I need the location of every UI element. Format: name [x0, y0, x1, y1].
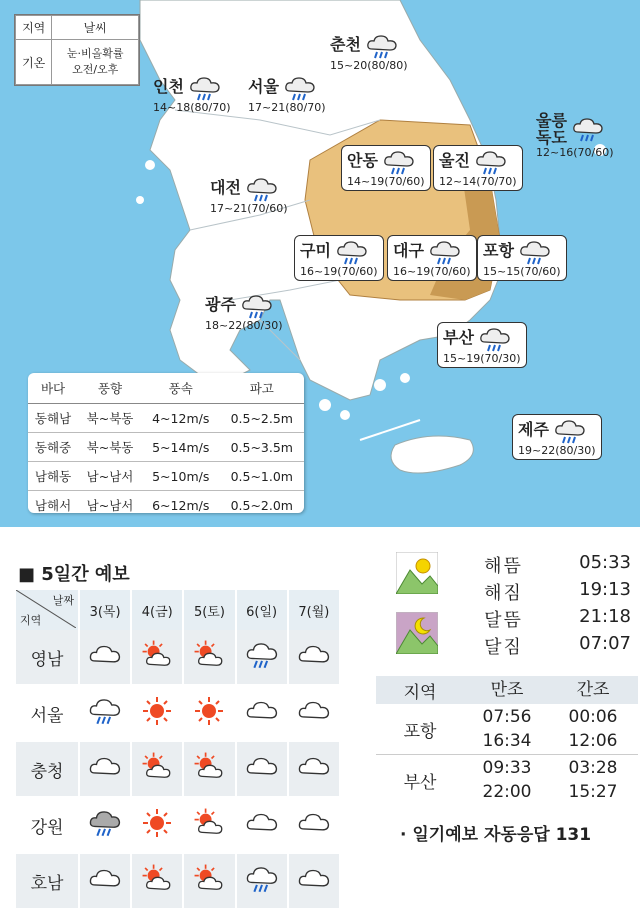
sea-header-sea: 바다 — [28, 373, 78, 404]
city-prob: (70/60) — [520, 264, 561, 278]
corner-date-label: 날짜 — [52, 594, 74, 607]
city-prob: (80/70) — [285, 100, 326, 114]
rain-icon — [79, 685, 131, 741]
city-prob: (70/60) — [430, 264, 471, 278]
cloud-icon — [79, 630, 131, 685]
city-name: 안동 — [347, 151, 378, 170]
city-name: 울진 — [439, 151, 470, 170]
sea-cell: 6~12m/s — [152, 497, 210, 513]
tide-header-low: 간조 — [576, 680, 610, 700]
sun-icon — [131, 797, 183, 853]
city-prob: (70/60) — [573, 146, 614, 159]
legend-ampm: 오전/오후 — [72, 63, 119, 77]
sea-cell: 북~북동 — [78, 404, 142, 433]
sun-moon-times — [396, 552, 636, 660]
city-name: 포항 — [483, 241, 514, 260]
city-temp: 19~22 — [518, 443, 556, 457]
sea-cell: 남해동 — [28, 462, 78, 491]
forecast-corner — [16, 590, 79, 630]
partly-sunny-icon — [131, 853, 183, 909]
city-prob: (80/70) — [190, 100, 231, 114]
sea-conditions-table — [28, 373, 304, 513]
rain-icon — [236, 630, 288, 685]
city-name: 광주 — [205, 295, 236, 314]
cloud-icon — [288, 741, 340, 797]
astro-time: 05:33 — [579, 552, 631, 573]
city-prob: (80/30) — [555, 443, 596, 457]
city-temp: 18~22 — [205, 318, 243, 332]
sunrise-icon — [396, 552, 438, 594]
city-name: 춘천 — [330, 35, 361, 54]
rain-icon — [554, 418, 586, 444]
city-daegu — [387, 235, 477, 281]
tide-time: 16:34 — [482, 731, 532, 751]
cloud-icon — [288, 853, 340, 909]
rain-icon — [246, 176, 278, 202]
astro-label: 달뜸 — [484, 610, 523, 631]
tide-row — [376, 704, 638, 755]
sun-icon — [131, 685, 183, 741]
tide-region: 포항 — [403, 721, 437, 742]
city-prob: (70/60) — [337, 264, 378, 278]
sea-row — [28, 462, 304, 491]
city-jeju — [512, 414, 602, 460]
rain-icon — [519, 239, 551, 265]
sea-cell: 0.5~2.0m — [230, 497, 293, 513]
city-name: 대전 — [210, 178, 241, 197]
sun-icon — [183, 685, 235, 741]
sea-cell: 남해서 — [34, 498, 72, 513]
tide-time: 00:06 — [568, 707, 618, 727]
tide-header-high: 만조 — [490, 680, 524, 700]
rain-icon — [241, 293, 273, 319]
sea-cell: 북~북동 — [78, 433, 142, 462]
sea-cell: 4~12m/s — [142, 404, 220, 433]
city-prob: (80/80) — [367, 58, 408, 72]
forecast-day: 4(금) — [131, 590, 183, 630]
sea-cell: 동해중 — [28, 433, 78, 462]
astro-time: 07:07 — [579, 633, 631, 654]
city-name: 서울 — [248, 77, 279, 96]
cloud-icon — [79, 741, 131, 797]
sea-cell: 남~남서 — [86, 498, 134, 513]
city-name: 울릉 독도 — [536, 111, 567, 147]
city-busan — [437, 322, 527, 368]
sea-row — [28, 404, 304, 433]
ars-phone-info: · 일기예보 자동응답 131 — [400, 825, 592, 845]
astro-label: 달짐 — [484, 637, 523, 658]
city-temp: 17~21 — [248, 100, 286, 114]
city-daejeon — [210, 175, 288, 215]
sea-cell: 5~10m/s — [142, 462, 220, 491]
forecast-region: 영남 — [16, 630, 79, 685]
rain-icon — [366, 33, 398, 59]
sea-cell: 0.5~3.5m — [220, 433, 304, 462]
cloud-icon — [288, 630, 340, 685]
astro-label: 해짐 — [484, 583, 523, 604]
corner-region-label: 지역 — [20, 614, 42, 627]
forecast-day: 3(목) — [79, 590, 131, 630]
forecast-region: 강원 — [16, 797, 79, 853]
sea-header-wave: 파고 — [220, 373, 304, 404]
city-name: 인천 — [153, 77, 184, 96]
rain-icon — [189, 75, 221, 101]
forecast-row — [16, 797, 340, 853]
forecast-day: 6(일) — [236, 590, 288, 630]
forecast-day: 7(월) — [288, 590, 340, 630]
legend-weather: 날씨 — [52, 16, 139, 40]
sea-cell: 5~14m/s — [142, 433, 220, 462]
cloud-icon — [236, 685, 288, 741]
moonrise-icon — [396, 612, 438, 654]
city-gumi — [294, 235, 384, 281]
city-prob: (70/30) — [480, 351, 521, 365]
legend-region: 지역 — [16, 16, 52, 40]
city-temp: 12~16 — [536, 146, 574, 159]
cloud-icon — [288, 685, 340, 741]
forecast-row — [16, 741, 340, 797]
square-bullet-icon: ■ — [18, 564, 42, 585]
tide-time: 03:28 — [568, 758, 618, 778]
city-temp: 16~19 — [393, 264, 431, 278]
rain-icon — [383, 149, 415, 175]
partly-sunny-icon — [183, 797, 235, 853]
city-temp: 14~18 — [153, 100, 191, 114]
city-prob: (70/70) — [476, 174, 517, 188]
sea-header-direction: 풍향 — [78, 373, 142, 404]
partly-sunny-icon — [131, 741, 183, 797]
forecast-title — [18, 560, 130, 586]
rain-icon — [572, 116, 604, 142]
city-temp: 16~19 — [300, 264, 338, 278]
tide-time: 12:06 — [568, 731, 618, 751]
city-pohang — [477, 235, 567, 281]
city-uljin — [433, 145, 523, 191]
city-prob: (80/30) — [242, 318, 283, 332]
rain-icon — [336, 239, 368, 265]
forecast-day: 5(토) — [183, 590, 235, 630]
legend-temp: 기온 — [16, 40, 52, 85]
sea-cell: 남~남서 — [78, 462, 142, 491]
tide-table — [376, 676, 638, 805]
forecast-table — [16, 590, 341, 910]
partly-sunny-icon — [183, 630, 235, 685]
city-andong — [341, 145, 431, 191]
rain-icon — [479, 326, 511, 352]
city-prob: (70/60) — [247, 201, 288, 215]
astro-time: 19:13 — [579, 579, 631, 600]
partly-sunny-icon — [183, 741, 235, 797]
astro-label: 해뜸 — [484, 556, 523, 577]
city-name: 부산 — [443, 328, 474, 347]
forecast-region: 서울 — [16, 685, 79, 741]
partly-sunny-icon — [131, 630, 183, 685]
cloud-icon — [236, 741, 288, 797]
city-temp: 17~21 — [210, 201, 248, 215]
rain-icon — [236, 853, 288, 909]
rain-icon — [284, 75, 316, 101]
city-chuncheon — [330, 32, 408, 72]
astro-time: 21:18 — [579, 606, 631, 627]
city-gwangju — [205, 292, 283, 332]
city-prob: (70/60) — [384, 174, 425, 188]
forecast-region: 호남 — [16, 853, 79, 909]
map-legend — [14, 14, 140, 86]
tide-time: 07:56 — [482, 707, 532, 727]
sea-cell: 동해남 — [28, 404, 78, 433]
forecast-row — [16, 853, 340, 909]
sea-row — [28, 433, 304, 462]
forecast-region: 충청 — [16, 741, 79, 797]
city-temp: 14~19 — [347, 174, 385, 188]
cloud-icon — [288, 797, 340, 853]
city-temp: 12~14 — [439, 174, 477, 188]
tide-time: 22:00 — [482, 782, 532, 802]
city-ulleung — [536, 112, 614, 159]
rain-icon — [475, 149, 507, 175]
forecast-title-text: 5일간 예보 — [41, 564, 130, 585]
cloud-icon — [79, 853, 131, 909]
sea-row — [28, 491, 304, 520]
tide-time: 15:27 — [568, 782, 618, 802]
forecast-row — [16, 630, 340, 685]
sea-header-speed: 풍속 — [142, 373, 220, 404]
city-temp: 15~19 — [443, 351, 481, 365]
tide-region: 부산 — [403, 772, 437, 793]
legend-precip: 눈·비올확률 — [66, 47, 124, 61]
city-incheon — [153, 74, 231, 114]
sea-cell: 0.5~1.0m — [220, 462, 304, 491]
tide-time: 09:33 — [482, 758, 532, 778]
sea-cell: 0.5~2.5m — [220, 404, 304, 433]
rain-icon — [429, 239, 461, 265]
city-name: 대구 — [393, 241, 424, 260]
tide-header-region: 지역 — [403, 682, 437, 703]
rain-icon — [79, 797, 131, 853]
city-temp: 15~15 — [483, 264, 521, 278]
city-name: 구미 — [300, 241, 331, 260]
tide-row — [376, 755, 638, 805]
city-name: 제주 — [518, 420, 549, 439]
partly-sunny-icon — [183, 853, 235, 909]
city-seoul — [248, 74, 326, 114]
cloud-icon — [236, 797, 288, 853]
forecast-row — [16, 685, 340, 741]
city-temp: 15~20 — [330, 58, 368, 72]
